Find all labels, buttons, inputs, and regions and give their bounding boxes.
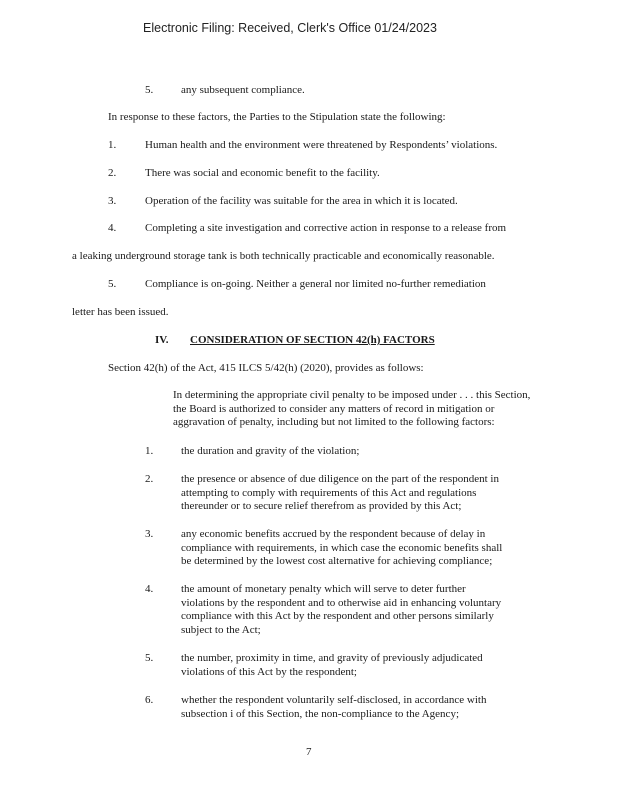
- factor-line: whether the respondent voluntarily self-disclosed, in accordance with: [181, 694, 487, 706]
- list-item-number: 4.: [108, 222, 117, 234]
- factor-line: violations of this Act by the respondent;: [181, 665, 357, 678]
- section-title: [190, 334, 435, 347]
- factor-line: the duration and gravity of the violation;: [181, 445, 360, 457]
- factor-line: subject to the Act;: [181, 623, 261, 636]
- list-item-text: Compliance is on-going. Neither a general nor limited no-further remediation: [145, 278, 486, 290]
- factor-line: violations by the respondent and to otherwise aid in enhancing voluntary: [181, 596, 502, 609]
- list-item-text: There was social and economic benefit to the facility.: [145, 167, 380, 179]
- section-intro: Section 42(h) of the Act, 415 ILCS 5/42(h) (2020), provides as follows:: [108, 362, 424, 374]
- list-item-number: 5.: [108, 278, 117, 290]
- section-title-text: CONSIDERATION OF SECTION 42(h) FACTORS: [190, 334, 435, 346]
- list-item-text: Human health and the environment were threatened by Respondents’ violations.: [145, 139, 498, 151]
- factor-line: any economic benefits accrued by the respondent because of delay in: [181, 528, 486, 540]
- list-item-number: 2.: [108, 167, 117, 179]
- list-item-number: 5.: [145, 84, 154, 96]
- intro-paragraph: In response to these factors, the Parties to the Stipulation state the following:: [108, 111, 446, 123]
- factor-line: be determined by the lowest cost alternative for achieving compliance;: [181, 555, 493, 567]
- factor-line: the presence or absence of due diligence on the part of the respondent in: [181, 473, 499, 485]
- list-item-continuation: a leaking underground storage tank is both technically practicable and economically reasonable.: [72, 250, 495, 262]
- quote-line: In determining the appropriate civil penalty to be imposed under . . . this Section,: [173, 389, 531, 401]
- section-number: IV.: [155, 334, 169, 346]
- factor-line: attempting to comply with requirements of this Act and regulations: [181, 486, 477, 499]
- list-item-number: 1.: [108, 139, 117, 151]
- factor-number: 2.: [145, 473, 154, 485]
- filing-stamp-header: Electronic Filing: Received, Clerk's Office 01/24/2023: [143, 21, 437, 35]
- factor-number: 1.: [145, 445, 154, 457]
- factor-line: compliance with this Act by the respondent and other persons similarly: [181, 610, 494, 622]
- factor-line: compliance with requirements, in which case the economic benefits shall: [181, 541, 503, 554]
- factor-number: 6.: [145, 694, 154, 706]
- factor-number: 3.: [145, 528, 154, 540]
- factor-line: the number, proximity in time, and gravity of previously adjudicated: [181, 652, 483, 664]
- factor-number: 5.: [145, 652, 154, 664]
- list-item-text: any subsequent compliance.: [181, 84, 305, 96]
- list-item-text: Operation of the facility was suitable for the area in which it is located.: [145, 195, 458, 207]
- factor-line: thereunder or to secure relief therefrom as provided by this Act;: [181, 500, 462, 512]
- list-item-number: 3.: [108, 195, 117, 207]
- list-item-text: Completing a site investigation and corrective action in response to a release from: [145, 222, 507, 234]
- factor-line: subsection i of this Section, the non-compliance to the Agency;: [181, 707, 459, 720]
- page-number: 7: [306, 746, 312, 758]
- list-item-continuation: letter has been issued.: [72, 306, 169, 318]
- factor-number: 4.: [145, 583, 154, 595]
- quote-line: aggravation of penalty, including but not limited to the following factors:: [173, 416, 495, 428]
- factor-line: the amount of monetary penalty which will serve to deter further: [181, 583, 466, 595]
- quote-line: the Board is authorized to consider any matters of record in mitigation or: [173, 402, 495, 415]
